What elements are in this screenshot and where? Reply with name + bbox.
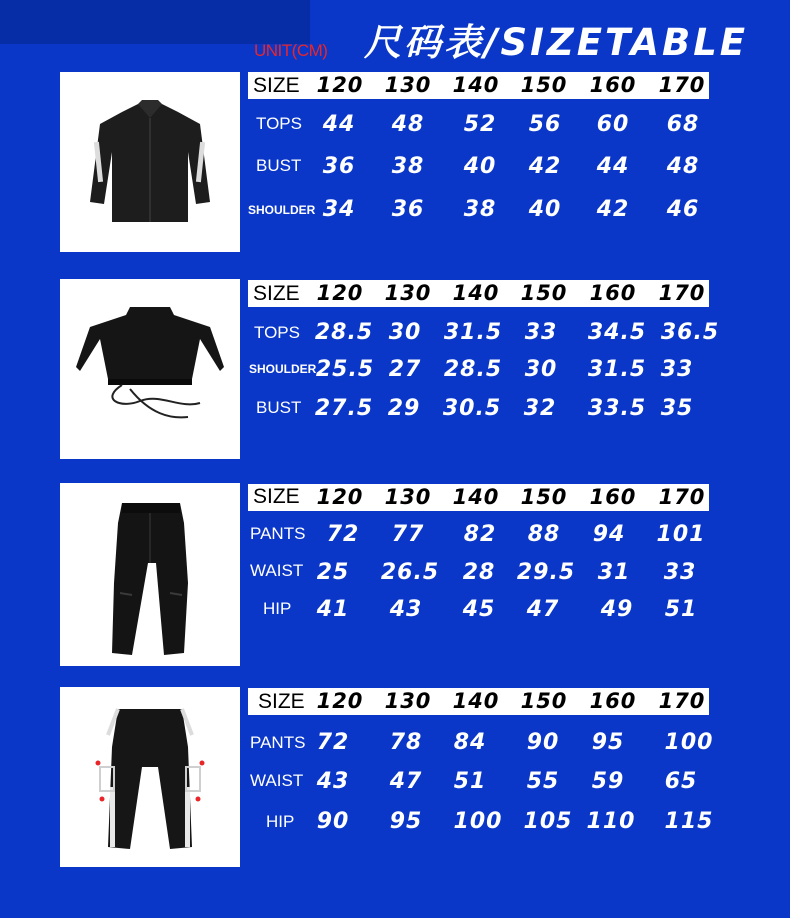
table-cell: 36.5 <box>660 320 720 345</box>
table-cell: 115 <box>664 809 714 834</box>
size-value: 140 <box>452 689 500 713</box>
table-cell: 90 <box>316 809 350 834</box>
table-cell: 42 <box>528 154 562 179</box>
table-cell: 48 <box>666 154 700 179</box>
size-value: 170 <box>658 73 706 97</box>
table-cell: 84 <box>453 730 487 755</box>
table-cell: 40 <box>463 154 497 179</box>
size-value: 160 <box>589 689 637 713</box>
row-label-waist: WAIST <box>250 771 304 790</box>
size-header-label: SIZE <box>253 485 300 508</box>
size-value: 140 <box>452 73 500 97</box>
table-cell: 34.5 <box>587 320 647 345</box>
table-cell: 95 <box>591 730 625 755</box>
size-value: 120 <box>316 73 364 97</box>
row-label-shoulder: SHOULDER <box>248 203 316 217</box>
table-cell: 36 <box>391 197 425 222</box>
table-cell: 90 <box>526 730 560 755</box>
table-cell: 28.5 <box>443 357 503 382</box>
cargo-pants-icon <box>60 687 240 867</box>
size-value: 130 <box>384 485 432 509</box>
size-value: 130 <box>384 73 432 97</box>
size-value: 150 <box>520 689 568 713</box>
unit-label: UNIT(CM) <box>254 41 328 60</box>
table-cell: 40 <box>528 197 562 222</box>
table-cell: 44 <box>596 154 630 179</box>
row-label-pants: PANTS <box>250 733 306 752</box>
table-cell: 72 <box>326 522 360 547</box>
crop-top-icon <box>60 279 240 459</box>
table-cell: 72 <box>316 730 350 755</box>
table-cell: 100 <box>453 809 503 834</box>
table-cell: 28 <box>462 560 496 585</box>
table-cell: 59 <box>591 769 625 794</box>
table-cell: 94 <box>592 522 626 547</box>
size-value: 120 <box>316 485 364 509</box>
table-cell: 25 <box>316 560 350 585</box>
size-value: 160 <box>589 281 637 305</box>
table-cell: 31.5 <box>443 320 503 345</box>
table-cell: 35 <box>660 396 694 421</box>
table-cell: 88 <box>527 522 561 547</box>
table-cell: 28.5 <box>314 320 374 345</box>
table-cell: 95 <box>389 809 423 834</box>
table-cell: 46 <box>666 197 700 222</box>
table-cell: 25.5 <box>315 357 375 382</box>
shirt-icon <box>60 72 240 252</box>
table-cell: 34 <box>322 197 356 222</box>
table-cell: 36 <box>322 154 356 179</box>
table-cell: 43 <box>389 597 423 622</box>
table-cell: 65 <box>664 769 698 794</box>
size-value: 170 <box>658 281 706 305</box>
table-cell: 38 <box>463 197 497 222</box>
size-value: 150 <box>520 73 568 97</box>
row-label-bust: BUST <box>256 156 302 175</box>
table-cell: 49 <box>600 597 634 622</box>
table-cell: 33 <box>663 560 697 585</box>
table-cell: 27.5 <box>314 396 374 421</box>
table-cell: 33 <box>660 357 694 382</box>
table-cell: 26.5 <box>380 560 440 585</box>
table-cell: 44 <box>322 112 356 137</box>
table-cell: 51 <box>453 769 487 794</box>
table-cell: 78 <box>389 730 423 755</box>
corner-shade <box>0 0 310 44</box>
size-value: 170 <box>658 689 706 713</box>
table-cell: 105 <box>523 809 573 834</box>
size-header-label: SIZE <box>253 74 300 97</box>
table-cell: 29 <box>387 396 421 421</box>
table-cell: 45 <box>462 597 496 622</box>
size-value: 130 <box>384 281 432 305</box>
size-value: 160 <box>589 73 637 97</box>
table-cell: 27 <box>388 357 422 382</box>
size-value: 150 <box>520 485 568 509</box>
row-label-hip: HIP <box>263 599 292 618</box>
table-cell: 47 <box>526 597 560 622</box>
table-cell: 60 <box>596 112 630 137</box>
table-cell: 100 <box>664 730 714 755</box>
row-label-waist: WAIST <box>250 561 304 580</box>
row-label-tops: TOPS <box>254 323 300 342</box>
table-cell: 33 <box>524 320 558 345</box>
table-cell: 110 <box>586 809 636 834</box>
size-value: 150 <box>520 281 568 305</box>
table-cell: 29.5 <box>516 560 576 585</box>
size-value: 140 <box>452 281 500 305</box>
size-value: 140 <box>452 485 500 509</box>
table-cell: 30 <box>524 357 558 382</box>
table-cell: 47 <box>389 769 423 794</box>
table-cell: 55 <box>526 769 560 794</box>
row-label-shoulder: SHOULDER <box>249 362 317 376</box>
size-value: 130 <box>384 689 432 713</box>
table-cell: 101 <box>656 522 706 547</box>
size-header-label: SIZE <box>253 282 300 305</box>
size-value: 120 <box>316 689 364 713</box>
size-header-label: SIZE <box>258 690 305 713</box>
table-cell: 38 <box>391 154 425 179</box>
table-cell: 48 <box>391 112 425 137</box>
table-cell: 77 <box>391 522 425 547</box>
row-label-pants: PANTS <box>250 524 306 543</box>
table-cell: 31 <box>597 560 631 585</box>
table-cell: 30 <box>388 320 422 345</box>
table-cell: 56 <box>528 112 562 137</box>
table-cell: 43 <box>316 769 350 794</box>
table-cell: 51 <box>664 597 698 622</box>
row-label-hip: HIP <box>266 812 295 831</box>
table-cell: 30.5 <box>442 396 502 421</box>
row-label-tops: TOPS <box>256 114 302 133</box>
table-cell: 68 <box>666 112 700 137</box>
table-cell: 52 <box>463 112 497 137</box>
table-cell: 82 <box>463 522 497 547</box>
table-cell: 42 <box>596 197 630 222</box>
size-value: 170 <box>658 485 706 509</box>
pants-icon <box>60 483 240 666</box>
table-cell: 41 <box>316 597 350 622</box>
size-value: 120 <box>316 281 364 305</box>
page-title: 尺码表/SIZETABLE <box>364 21 749 64</box>
table-cell: 32 <box>523 396 557 421</box>
row-label-bust: BUST <box>256 398 302 417</box>
table-cell: 31.5 <box>587 357 647 382</box>
table-cell: 33.5 <box>587 396 647 421</box>
size-value: 160 <box>589 485 637 509</box>
